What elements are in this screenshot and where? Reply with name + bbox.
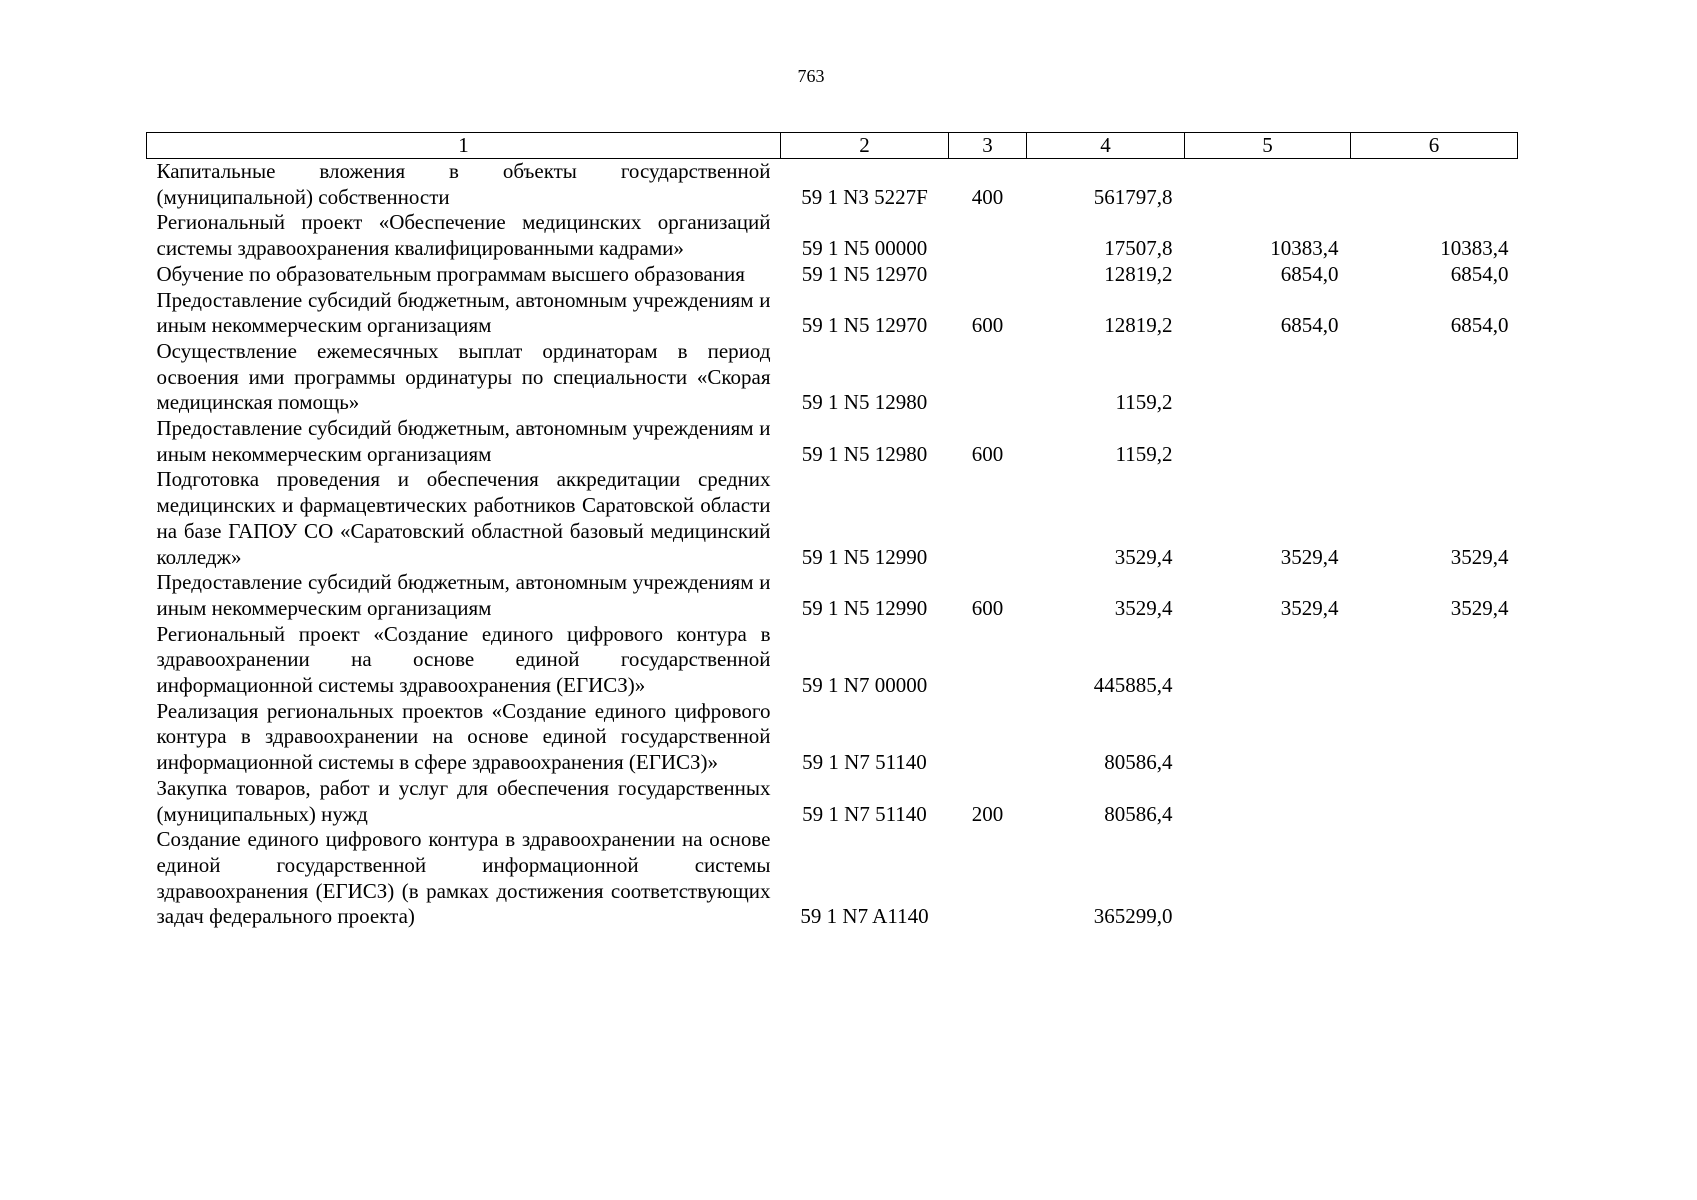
row-amount-col6-cell: 3529,4 — [1450, 595, 1509, 620]
row-expense-type-cell: 200 — [971, 801, 1004, 826]
row-code-cell: 59 1 N5 12990 — [801, 595, 928, 620]
table-row — [147, 827, 1518, 930]
budget-table — [146, 132, 1518, 930]
row-code-cell: 59 1 N7 51140 — [802, 750, 927, 775]
row-expense-type-cell — [949, 827, 1027, 930]
row-amount-col6-cell — [1351, 622, 1518, 699]
row-name-cell: Предоставление субсидий бюджетным, автономным учреждениям и иным некоммерческим организациям — [156, 570, 771, 620]
row-expense-type-cell — [949, 467, 1027, 570]
table-row — [147, 288, 1518, 339]
row-amount-col6-cell — [1351, 159, 1518, 211]
row-code-cell: 59 1 N5 12990 — [801, 544, 928, 569]
header-col-4: 4 — [1027, 133, 1185, 159]
row-name-cell: Осуществление ежемесячных выплат ординаторам в период освоения ими программы ординатуры по специальности «Скорая медицинская помощь» — [156, 338, 771, 415]
row-expense-type-cell — [949, 262, 1027, 288]
row-amount-col4-cell: 445885,4 — [1093, 673, 1173, 698]
row-name-cell: Подготовка проведения и обеспечения аккредитации средних медицинских и фармацевтических работников Саратовской области на базе ГАПОУ СО «Саратовский областной базовый медицинский колледж» — [156, 467, 771, 569]
row-amount-col6-cell — [1351, 339, 1518, 416]
row-code-cell: 59 1 N7 00000 — [801, 673, 928, 698]
row-amount-col5-cell: 6854,0 — [1280, 313, 1339, 338]
table-row — [147, 570, 1518, 621]
row-amount-col6-cell — [1351, 416, 1518, 467]
row-name-cell: Создание единого цифрового контура в здравоохранении на основе единой государственной информационной системы здравоохранения (ЕГИСЗ) (в рамках достижения соответствующих задач федерального проекта) — [156, 827, 771, 929]
row-amount-col4-cell: 12819,2 — [1104, 313, 1173, 338]
row-amount-col5-cell — [1185, 776, 1351, 827]
row-amount-col4-cell: 365299,0 — [1093, 904, 1173, 929]
row-name-cell: Закупка товаров, работ и услуг для обеспечения государственных (муниципальных) нужд — [156, 775, 771, 826]
row-amount-col6-cell — [1351, 699, 1518, 776]
row-code-cell: 59 1 N7 A1140 — [800, 904, 929, 929]
table-row — [147, 776, 1518, 827]
row-name-cell: Региональный проект «Обеспечение медицинских организаций системы здравоохранения квалифицированными кадрами» — [156, 210, 771, 261]
row-amount-col5-cell — [1185, 159, 1351, 211]
table-row — [147, 262, 1518, 288]
page-number: 763 — [797, 66, 825, 86]
row-amount-col5-cell: 3529,4 — [1280, 544, 1339, 569]
row-amount-col4-cell: 3529,4 — [1114, 544, 1173, 569]
row-expense-type-cell: 400 — [971, 184, 1004, 209]
row-amount-col6-cell: 3529,4 — [1450, 544, 1509, 569]
row-expense-type-cell: 600 — [971, 441, 1004, 466]
row-amount-col5-cell: 6854,0 — [1280, 261, 1339, 286]
row-expense-type-cell: 600 — [971, 595, 1004, 620]
table-body — [147, 159, 1518, 931]
row-amount-col4-cell: 80586,4 — [1104, 750, 1173, 775]
row-name-cell: Региональный проект «Создание единого цифрового контура в здравоохранении на основе единой государственной информационной системы здравоохранения (ЕГИСЗ)» — [156, 621, 771, 698]
header-col-1: 1 — [147, 133, 781, 159]
row-amount-col4-cell: 12819,2 — [1104, 261, 1173, 286]
row-amount-col4-cell: 80586,4 — [1104, 801, 1173, 826]
row-amount-col4-cell: 561797,8 — [1093, 184, 1173, 209]
header-col-3: 3 — [949, 133, 1027, 159]
table-row — [147, 210, 1518, 261]
row-expense-type-cell — [949, 699, 1027, 776]
header-col-5: 5 — [1185, 133, 1351, 159]
row-expense-type-cell — [949, 210, 1027, 261]
row-code-cell: 59 1 N3 5227F — [801, 184, 928, 209]
row-amount-col4-cell: 3529,4 — [1114, 595, 1173, 620]
row-code-cell: 59 1 N5 12980 — [801, 390, 928, 415]
row-name-cell: Реализация региональных проектов «Создание единого цифрового контура в здравоохранении на основе единой государственной информационной системы в сфере здравоохранения (ЕГИСЗ)» — [156, 698, 771, 775]
row-code-cell: 59 1 N5 12970 — [801, 313, 928, 338]
row-amount-col5-cell — [1185, 827, 1351, 930]
table-row — [147, 699, 1518, 776]
row-code-cell: 59 1 N7 51140 — [802, 801, 927, 826]
header-row — [147, 133, 1518, 159]
row-code-cell: 59 1 N5 12970 — [801, 261, 928, 286]
row-amount-col5-cell: 3529,4 — [1280, 595, 1339, 620]
header-col-6: 6 — [1351, 133, 1518, 159]
table-header — [147, 133, 1518, 159]
table-row — [147, 622, 1518, 699]
row-amount-col6-cell: 6854,0 — [1450, 313, 1509, 338]
table-row — [147, 416, 1518, 467]
row-amount-col4-cell: 1159,2 — [1115, 441, 1173, 466]
row-amount-col4-cell: 17507,8 — [1104, 236, 1173, 261]
row-amount-col6-cell — [1351, 776, 1518, 827]
row-expense-type-cell — [949, 622, 1027, 699]
row-amount-col5-cell — [1185, 339, 1351, 416]
header-col-2: 2 — [781, 133, 949, 159]
table-row — [147, 339, 1518, 416]
table-row — [147, 159, 1518, 211]
row-amount-col6-cell: 10383,4 — [1440, 236, 1509, 261]
row-amount-col6-cell — [1351, 827, 1518, 930]
row-amount-col5-cell — [1185, 699, 1351, 776]
row-amount-col5-cell — [1185, 416, 1351, 467]
row-amount-col5-cell — [1185, 622, 1351, 699]
row-name-cell: Предоставление субсидий бюджетным, автономным учреждениям и иным некоммерческим организациям — [156, 416, 771, 466]
row-code-cell: 59 1 N5 12980 — [801, 441, 928, 466]
row-code-cell: 59 1 N5 00000 — [801, 236, 928, 261]
row-name-cell: Предоставление субсидий бюджетным, автономным учреждениям и иным некоммерческим организациям — [156, 287, 771, 338]
row-expense-type-cell — [949, 339, 1027, 416]
row-name-cell: Обучение по образовательным программам высшего образования — [156, 261, 745, 286]
row-amount-col5-cell: 10383,4 — [1270, 236, 1339, 261]
table-row — [147, 467, 1518, 570]
row-amount-col4-cell: 1159,2 — [1115, 390, 1173, 415]
row-expense-type-cell: 600 — [971, 313, 1004, 338]
row-amount-col6-cell: 6854,0 — [1450, 261, 1509, 286]
row-name-cell: Капитальные вложения в объекты государственной (муниципальной) собственности — [156, 159, 771, 209]
